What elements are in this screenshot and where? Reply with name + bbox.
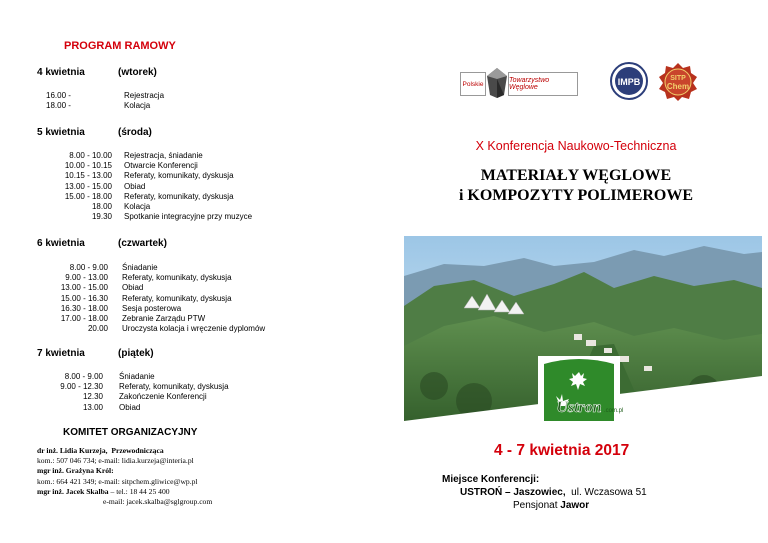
schedule-time: 8.00 - 9.00 (64, 372, 103, 381)
conference-dates: 4 - 7 kwietnia 2017 (494, 442, 630, 459)
conference-title (384, 166, 768, 206)
day-weekday: (środa) (118, 127, 152, 138)
member-role: Przewodnicząca (111, 446, 164, 455)
day-heading-4 (37, 348, 154, 359)
schedule-time: 16.30 - 18.00 (60, 303, 108, 313)
schedule-desc: Kolacja (124, 201, 151, 211)
schedule-desc: Kolacja (124, 101, 151, 111)
committee-member (37, 487, 212, 497)
schedule-day-1 (46, 91, 326, 111)
day-weekday: (czwartek) (118, 238, 167, 249)
conference-name: X Konferencja Naukowo-Techniczna (475, 139, 677, 153)
committee-title: KOMITET ORGANIZACYJNY (63, 427, 198, 438)
day-weekday: (wtorek) (118, 67, 157, 78)
schedule-desc: Rejestracja, śniadanie (124, 151, 203, 160)
schedule-day-4 (36, 372, 326, 413)
day-weekday: (piątek) (118, 348, 154, 359)
member-name: mgr inż. Grażyna Król: (37, 466, 114, 476)
schedule-time: 13.00 - 15.00 (64, 181, 112, 191)
schedule-desc: Obiad (119, 402, 141, 412)
schedule-desc: Referaty, komunikaty, dyskusja (124, 191, 234, 201)
schedule-desc: Sesja posterowa (122, 303, 182, 313)
schedule-desc: Referaty, komunikaty, dyskusja (119, 382, 229, 392)
venue-label: Miejsce Konferencji: (442, 474, 540, 485)
schedule-desc: Otwarcie Konferencji (124, 161, 198, 171)
day-heading-1 (37, 67, 157, 78)
ustron-badge-suffix: .com.pl (604, 408, 624, 414)
schedule-time: 13.00 (82, 402, 103, 412)
impb-logo (610, 62, 648, 100)
schedule-time: 17.00 - 18.00 (60, 313, 108, 323)
schedule-time: 15.00 - 18.00 (64, 191, 112, 201)
ustron-badge-text: Ustron (556, 399, 602, 416)
schedule-day-3 (36, 263, 336, 334)
day-date: 7 kwietnia (37, 348, 85, 359)
schedule-desc: Referaty, komunikaty, dyskusja (124, 171, 234, 181)
member-name: mgr inż. Jacek Skalba (37, 486, 109, 496)
schedule-desc: Referaty, komunikaty, dyskusja (122, 293, 232, 303)
schedule-time: 9.00 - 13.00 (65, 273, 108, 283)
schedule-time: 10.00 - 10.15 (64, 161, 112, 171)
schedule-day-2 (36, 151, 326, 222)
ptw-left-label: Polskie (460, 72, 486, 96)
schedule-time: 16.00 - (46, 91, 71, 100)
schedule-time: 19.30 (91, 212, 112, 222)
ptw-right-label: Towarzystwo Węglowe (508, 72, 578, 96)
schedule-desc: Obiad (122, 283, 144, 293)
day-heading-2 (37, 127, 152, 138)
sponsor-logos (460, 62, 750, 102)
schedule-time: 15.00 - 16.30 (60, 293, 108, 303)
venue-place: USTROŃ – Jaszowiec, (460, 487, 566, 498)
conference-title-line2: i KOMPOZYTY POLIMEROWE (458, 187, 694, 204)
member-contact: e-mail: jacek.skalba@sglgroup.com (103, 496, 213, 506)
cover-panel (384, 0, 768, 543)
schedule-time: 8.00 - 9.00 (69, 263, 108, 272)
hotel-prefix: Pensjonat (513, 500, 558, 511)
member-role: – tel.: 18 44 25 400 (110, 486, 170, 496)
coal-gem-icon (487, 68, 507, 98)
member-contact: kom.: 507 046 734; e-mail: lidia.kurzeja@interia.pl (37, 456, 194, 466)
schedule-desc: Uroczysta kolacja i wręczenie dyplomów (122, 324, 266, 334)
schedule-time: 9.00 - 12.30 (60, 382, 103, 392)
schedule-desc: Śniadanie (119, 372, 155, 381)
schedule-desc: Zebranie Zarządu PTW (122, 313, 206, 323)
venue-address (460, 487, 647, 498)
day-heading-3 (37, 238, 167, 249)
day-date: 5 kwietnia (37, 127, 85, 138)
committee-member (37, 466, 212, 476)
schedule-time: 8.00 - 10.00 (69, 151, 112, 160)
schedule-desc: Rejestracja (124, 91, 165, 100)
schedule-desc: Śniadanie (122, 263, 158, 272)
schedule-row (46, 91, 326, 101)
schedule-time: 12.30 (82, 392, 103, 402)
sitp-chem-logo (658, 62, 698, 102)
impb-text: IMPB (617, 77, 641, 87)
schedule-row (46, 101, 326, 111)
schedule-desc: Spotkanie integracyjne przy muzyce (124, 212, 253, 222)
venue-street: ul. Wczasowa 51 (571, 487, 647, 498)
schedule-time: 10.15 - 13.00 (64, 171, 112, 181)
member-name: dr inż. Lidia Kurzeja, (37, 446, 108, 455)
schedule-time: 18.00 (91, 201, 112, 211)
conference-title-line1: MATERIAŁY WĘGLOWE (480, 167, 672, 184)
venue-hotel (513, 500, 589, 511)
schedule-time: 13.00 - 15.00 (60, 283, 108, 293)
day-date: 6 kwietnia (37, 238, 85, 249)
day-date: 4 kwietnia (37, 67, 85, 78)
program-title: PROGRAM RAMOWY (64, 40, 176, 52)
sitp-top-text: SITP (670, 75, 686, 82)
member-contact: kom.: 664 421 349; e-mail: sitpchem.gliwice@wp.pl (37, 476, 198, 486)
schedule-desc: Zakończenie Konferencji (119, 392, 207, 402)
sitp-bottom-text: Chem (666, 82, 690, 91)
schedule-desc: Referaty, komunikaty, dyskusja (122, 273, 232, 283)
schedule-time: 20.00 (87, 324, 108, 334)
committee-member (37, 446, 212, 456)
hotel-name: Jawor (560, 500, 590, 511)
ptw-logo (460, 68, 600, 98)
ustron-landscape-photo (404, 236, 762, 436)
schedule-desc: Obiad (124, 181, 146, 191)
committee-list (37, 446, 212, 507)
schedule-time: 18.00 - (46, 101, 71, 111)
